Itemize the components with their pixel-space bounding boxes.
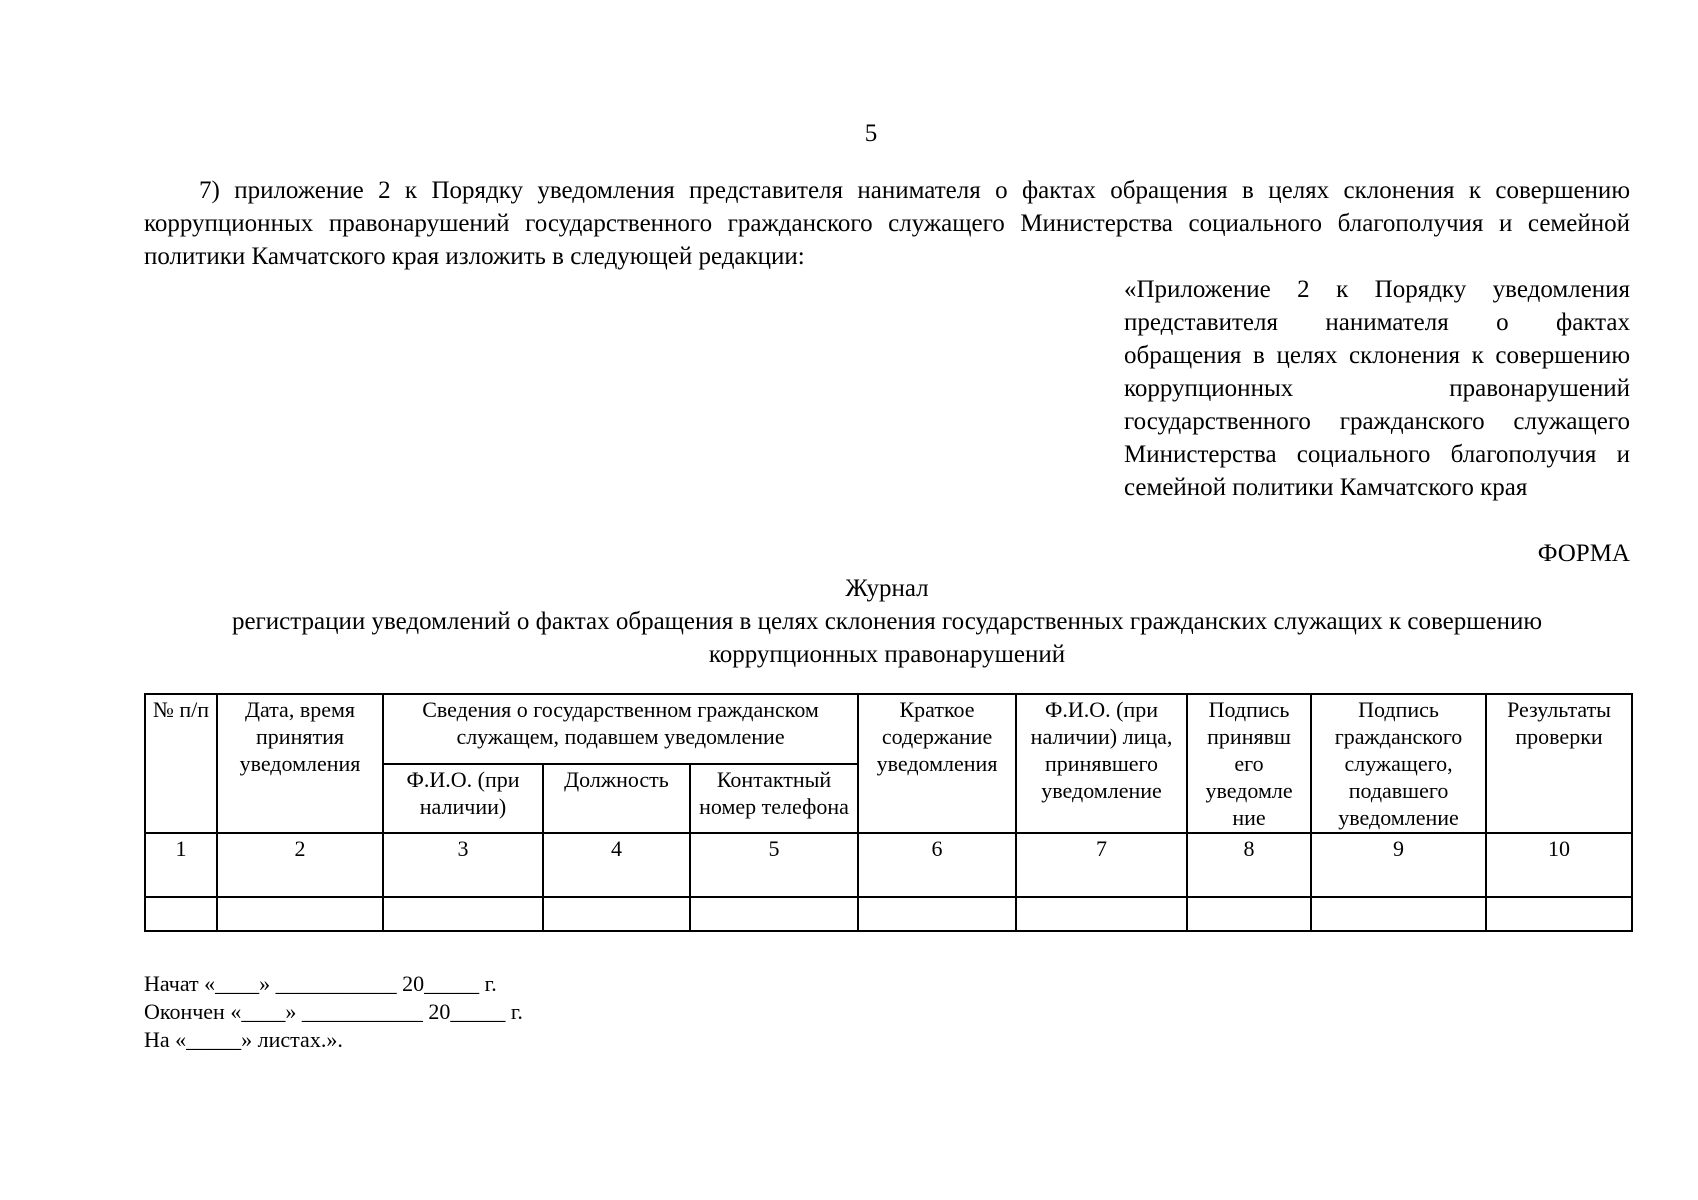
table-cell [858, 897, 1016, 931]
column-number: 6 [858, 833, 1016, 897]
intro-paragraph: 7) приложение 2 к Порядку уведомления представителя нанимателя о фактах обращения в целях склонения к совершению коррупционных правонарушений государственного гражданского служащего Министерства социального благополучия и семейной политики Камчатского края изложить в следующей редакции: [144, 177, 1630, 270]
column-number: 8 [1187, 833, 1311, 897]
column-number-row [145, 833, 1632, 897]
column-number: 9 [1311, 833, 1486, 897]
table-cell [690, 897, 858, 931]
header-employee-group: Сведения о государственном гражданском служащем, подавшем уведомление [383, 694, 858, 764]
header-num: № п/п [145, 694, 217, 833]
column-number: 10 [1486, 833, 1632, 897]
table-cell [1311, 897, 1486, 931]
table-header-row [145, 694, 1632, 764]
header-datetime: Дата, время принятия уведомления [217, 694, 383, 833]
header-receiver-signature: Подпись принявш его уведомле ние [1187, 694, 1311, 833]
table-cell [217, 897, 383, 931]
journal-table [144, 693, 1633, 932]
journal-subtitle: регистрации уведомлений о фактах обращения в целях склонения государственных гражданских служащих к совершению коррупционных правонарушений [231, 608, 1543, 668]
table-cell [383, 897, 543, 931]
column-number: 7 [1016, 833, 1187, 897]
page-number: 5 [864, 120, 878, 147]
header-receiver-fio: Ф.И.О. (при наличии) лица, принявшего уведомление [1016, 694, 1187, 833]
header-fio: Ф.И.О. (при наличии) [383, 764, 543, 834]
header-summary: Краткое содержание уведомления [858, 694, 1016, 833]
column-number: 1 [145, 833, 217, 897]
column-number: 3 [383, 833, 543, 897]
empty-table-row [145, 897, 1632, 931]
header-results: Результаты проверки [1486, 694, 1632, 833]
header-position: Должность [543, 764, 690, 834]
header-employee-signature: Подпись гражданского служащего, подавшего уведомление [1311, 694, 1486, 833]
column-number: 4 [543, 833, 690, 897]
table-cell [543, 897, 690, 931]
finished-line: Окончен «____» ___________ 20_____ г. [144, 999, 523, 1024]
table-cell [1486, 897, 1632, 931]
attachment-reference: «Приложение 2 к Порядку уведомления представителя нанимателя о фактах обращения в целях склонения к совершению коррупционных правонарушений государственного гражданского служащего Министерства социального благополучия и семейной политики Камчатского края [1124, 276, 1630, 501]
started-line: Начат «____» ___________ 20_____ г. [144, 971, 497, 996]
sheets-line: На «_____» листах.». [144, 1027, 343, 1052]
column-number: 5 [690, 833, 858, 897]
column-number: 2 [217, 833, 383, 897]
journal-title: Журнал [845, 575, 929, 602]
form-label: ФОРМА [1537, 540, 1630, 567]
table-cell [145, 897, 217, 931]
journal-footer [144, 970, 523, 1054]
header-phone: Контактный номер телефона [690, 764, 858, 834]
table-cell [1187, 897, 1311, 931]
table-cell [1016, 897, 1187, 931]
